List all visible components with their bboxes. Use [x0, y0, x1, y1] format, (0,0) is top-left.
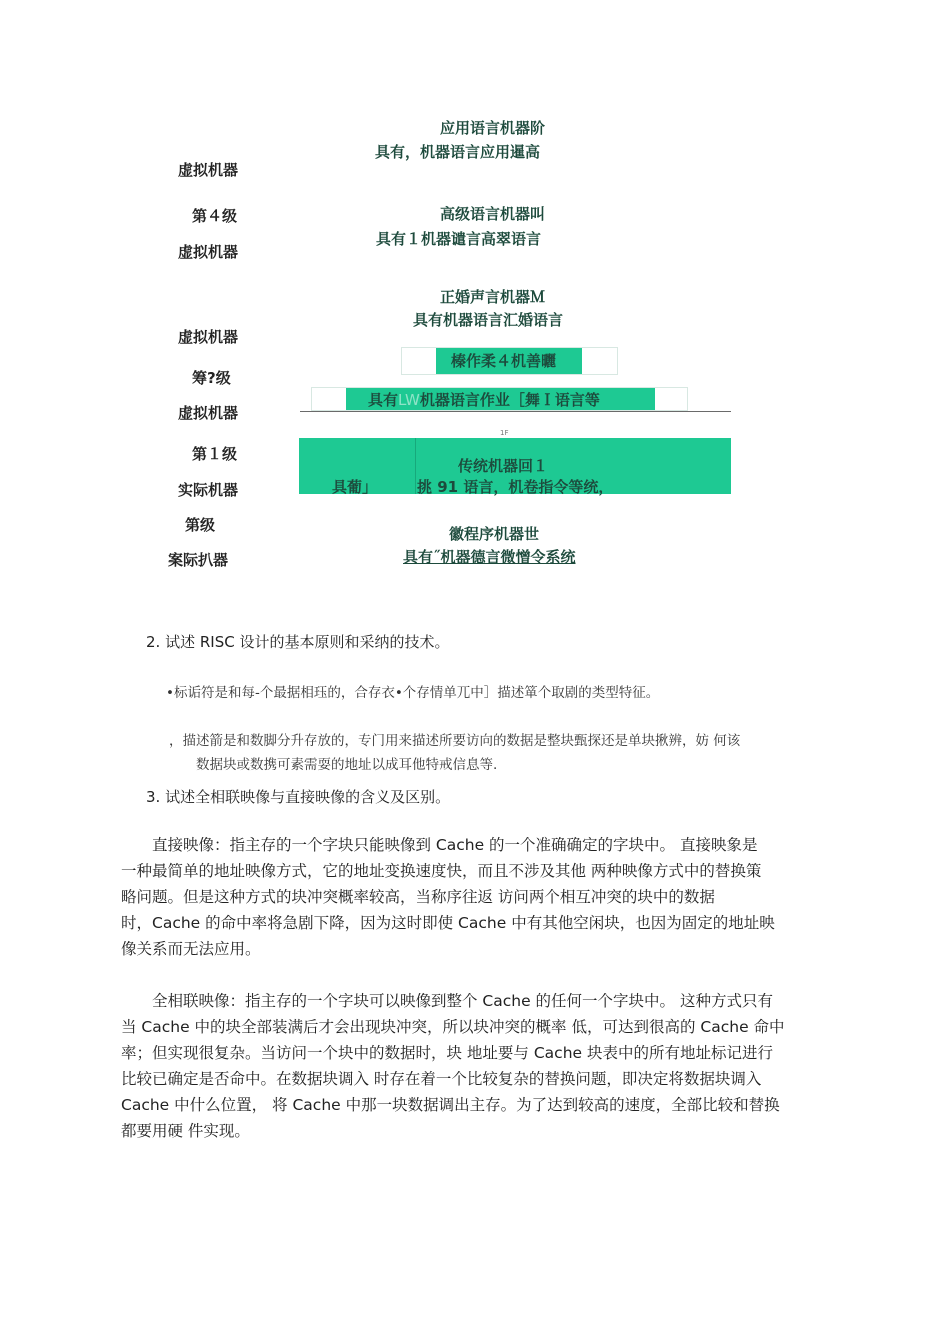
- paragraph-line: 时，Cache 的命中率将急剧下降，因为这时即使 Cache 中有其他空闲块，也因为固定的地址映: [121, 914, 775, 932]
- left-label-3: 虚拟机器: [178, 243, 239, 261]
- level-1-title: 应用语言机器阶: [440, 119, 546, 137]
- paragraph-line: 率；但实现很复杂。当访问一个块中的数据时，块 地址要与 Cache 块表中的所有地址标记进行: [121, 1044, 773, 1062]
- paragraph-line: 直接映像：指主存的一个字块只能映像到 Cache 的一个准确确定的字块中。 直接映象是: [121, 836, 758, 854]
- left-label-10: 案际扒器: [168, 551, 229, 569]
- level-2-desc: 具有１机器谴言高翠语言: [376, 230, 542, 248]
- left-label-9: 第级: [185, 516, 216, 534]
- paragraph-line: 比较已确定是否命中。在数据块调入 时存在着一个比较复杂的替换问题，即决定将数据块调入: [121, 1070, 762, 1088]
- left-label-1: 虚拟机器: [178, 161, 239, 179]
- question-2: 2. 试述 RISC 设计的基本原则和采纳的技术。: [146, 633, 450, 651]
- paragraph-line: 全相联映像：指主存的一个字块可以映像到整个 Cache 的任何一个字块中。 这种方式只有: [121, 992, 773, 1010]
- paragraph-line: 像关系而无法应用。: [121, 940, 261, 958]
- level-3-title: 正婚声言机器Ｍ: [440, 288, 546, 306]
- left-label-2: 第４级: [192, 207, 238, 225]
- paragraph-line: 都要用硬 件实现。: [121, 1122, 250, 1140]
- paragraph-fully-associative: [121, 988, 841, 1144]
- level-5-label: 具有LW机器语言作业［舞Ｉ语言等: [368, 391, 600, 409]
- question-3: 3. 试述全相联映像与直接映像的含义及区别。: [146, 788, 451, 806]
- question-2-line-2a: ，描述箭是和数脚分升存放的，专门用来描述所要访向的数据是整块甄探还是单块揪辨，妨 何该: [169, 733, 741, 749]
- paragraph-line: Cache 中什么位置， 将 Cache 中那一块数据调出主存。为了达到较高的速度，全部比较和替换: [121, 1096, 780, 1114]
- level-6-separator: [415, 438, 416, 494]
- level-6-title: 传统机器回１: [458, 457, 549, 475]
- level-6-desc: 挑 91 语言，机卷指令等统，: [417, 478, 614, 496]
- paragraph-direct-mapping: [121, 832, 841, 962]
- paragraph-line: 当 Cache 中的块全部装满后才会出现块冲突，所以块冲突的概率 低，可达到很高的 Cache 命中: [121, 1018, 785, 1036]
- paragraph-line: 一种最简单的地址映像方式，它的地址变换速度快，而且不涉及其他 两种映像方式中的替换策: [121, 862, 762, 880]
- level-2-title: 高级语言机器叫: [440, 205, 546, 223]
- level-7-title: 徽程序机器世: [449, 525, 540, 543]
- left-label-7: 第１级: [192, 445, 238, 463]
- left-label-6: 虚拟机器: [178, 404, 239, 422]
- left-label-5: 筹?级: [192, 369, 231, 387]
- question-2-line-2b: 数据块或数携可素需耍的地址以成耳他特戒信息等.: [196, 757, 498, 773]
- divider-line: [300, 411, 731, 412]
- level-3-desc: 具有机器语言汇婚语言: [413, 311, 564, 329]
- paragraph-line: 略问题。但是这种方式的块冲突概率较高，当称序往返 访问两个相互冲突的块中的数据: [121, 888, 715, 906]
- left-label-4: 虚拟机器: [178, 328, 239, 346]
- level-4-label: 榛作柔４机善曬: [451, 352, 557, 370]
- left-label-8: 实际机器: [178, 481, 239, 499]
- question-2-line-1: •标诟符是和每-个最据相珏的，合存衣•个存情单兀中］描述箪个取剧的类型特征。: [166, 685, 660, 701]
- small-mark: 1F: [500, 429, 509, 437]
- level-6-left: 具葡」: [332, 478, 378, 496]
- level-7-desc: 具有˝机器德言微憎令系统: [403, 548, 576, 566]
- level-1-desc: 具有，机器语言应用暹高: [375, 143, 541, 161]
